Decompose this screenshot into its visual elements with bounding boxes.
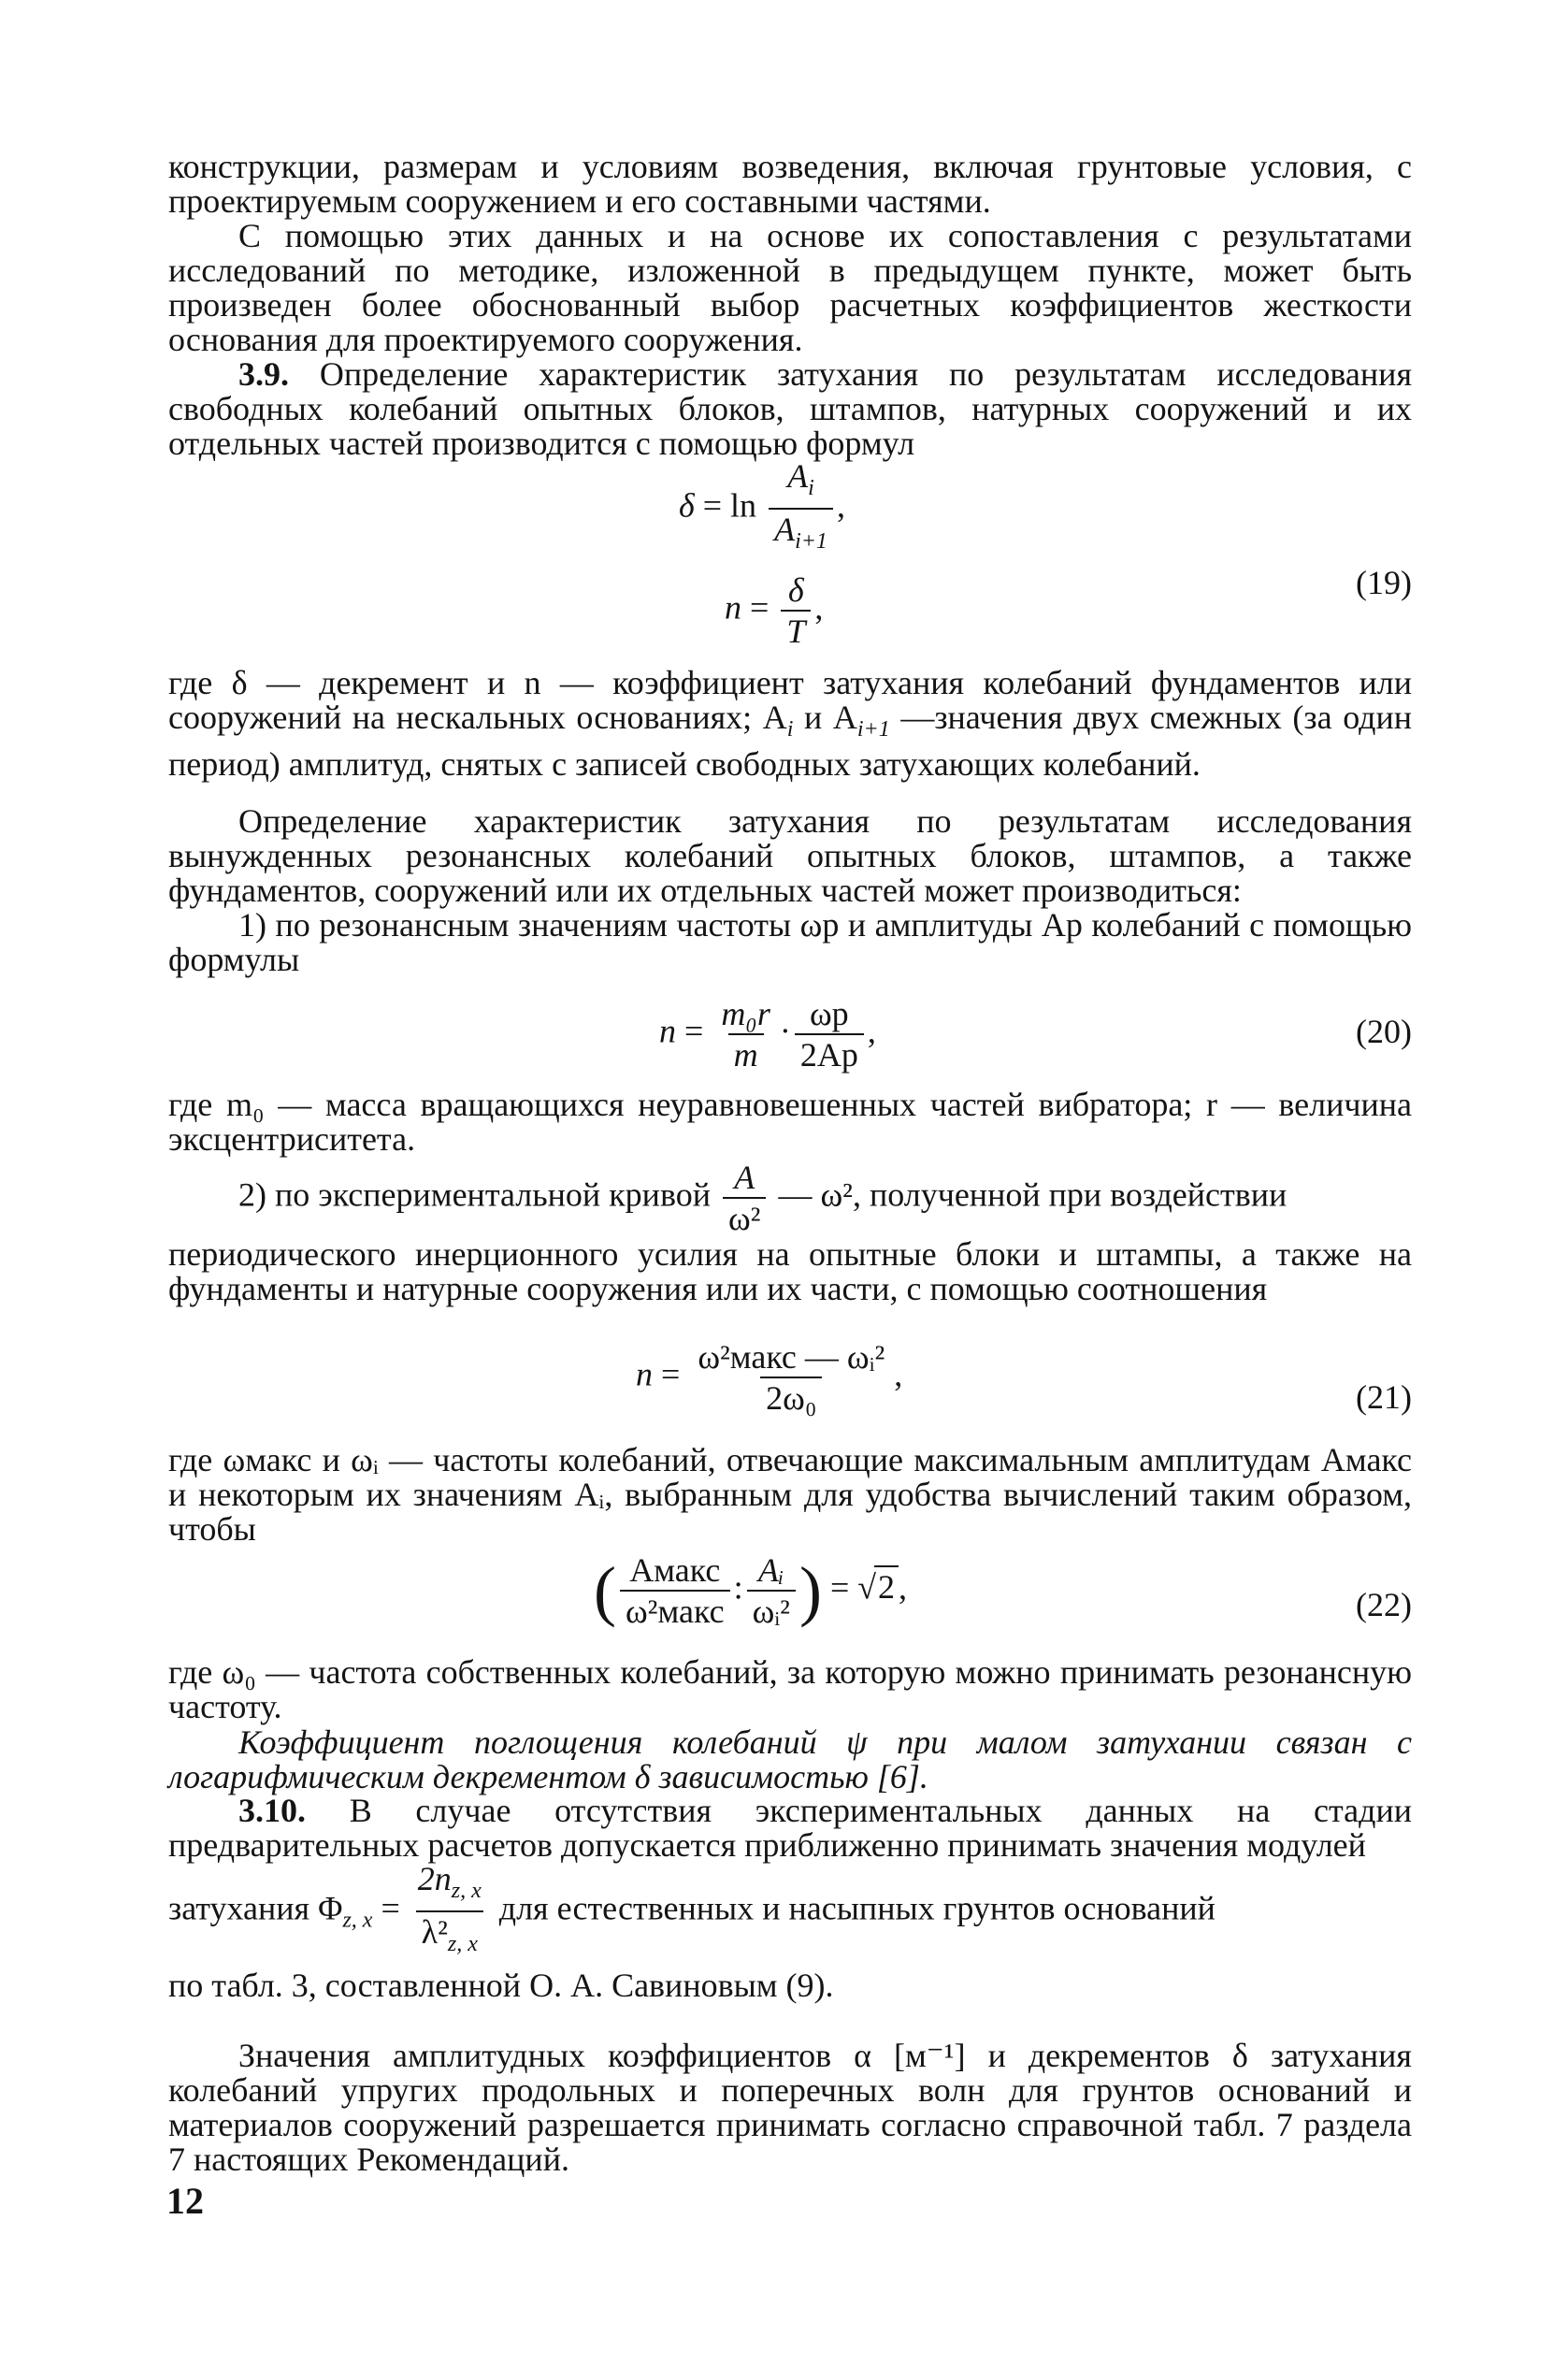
paragraph-where-19: где δ — декремент и n — коэффициент затухания колебаний фундаментов или сооружений на нескальных основаниях; $A_i$ и $A_{i+1}$ —значения двух смежных (за один период) амплитуд, снятых с записей свободных затухающих колебаний. xyxy=(168,664,1413,783)
fraction: $\frac{\text{Aᵢ}}{\text{ωᵢ²}}$ xyxy=(747,1552,796,1629)
section-text: В случае отсутствия экспериментальных данных на стадии предварительных расчетов допускается приближенно принимать значения модулей xyxy=(168,1792,1412,1864)
paragraph-absorption-coefficient: Коэффициент поглощения колебаний ψ при малом затухании связан с логарифмическим декрементом δ зависимостью [6]. xyxy=(168,1723,1412,1795)
fraction: $\frac{\omega р}{2Aр}$ xyxy=(795,996,864,1073)
list-item-2: 2) по экспериментальной кривой $\frac{A}{\text{ω²}}$ — ω², полученной при воздействии xyxy=(238,1159,1287,1237)
equation-number-19: (19) xyxy=(1356,564,1412,601)
fraction: $\frac{2n_{z, x}}{\lambda^2_{z, x}}$ xyxy=(412,1861,487,1962)
equation-number-21: (21) xyxy=(1356,1378,1412,1416)
paragraph-forced-oscillations: Определение характеристик затухания по результатам исследования вынужденных резонансных колебаний опытных блоков, штампов, а также фундаментов, сооружений или их отдельных частей может производиться: xyxy=(168,802,1412,909)
formula-19-n: n = $\frac{\delta}{T}$ , xyxy=(725,571,824,650)
section-3-10 xyxy=(168,1794,1412,1863)
formula-20: n = $\frac{\text{m₀r}}{m}$ · $\frac{\omega р}{2Aр}$ , xyxy=(659,995,876,1074)
fraction: $\frac{\text{Aмакс}}{\text{ω²макс}}$ xyxy=(620,1552,730,1629)
fraction: $\frac{A_i}{A_{i+1}}$ xyxy=(769,458,833,559)
formula-21: n = $\frac{\text{ω²макс — ωᵢ²}}{\text{2ω₀}}$ , xyxy=(636,1338,903,1417)
paragraph-where-22: где ω₀ — частота собственных колебаний, за которую можно принимать резонансную частоту. xyxy=(168,1653,1412,1725)
section-number: 3.10. xyxy=(238,1792,306,1829)
paragraph-data-comparison: С помощью этих данных и на основе их сопоставления с результатами исследований по методике, изложенной в предыдущем пункте, может быть произведен более обоснованный выбор расчетных коэффициентов жесткости основания для проектируемого сооружения. xyxy=(168,217,1412,358)
equation-number-20: (20) xyxy=(1356,1013,1412,1050)
fraction: $\frac{\text{m₀r}}{m}$ xyxy=(721,995,770,1074)
paragraph-continuation: конструкции, размерам и условиям возведения, включая грунтовые условия, с проектируемым сооружением и его составными частями. xyxy=(168,148,1412,220)
page-number: 12 xyxy=(166,2180,204,2222)
list-item-1: 1) по резонансным значениям частоты ωр и амплитуды Aр колебаний с помощью формулы xyxy=(168,906,1412,978)
modul-formula-line: затухания $\Phi_{z, x}$ = $\frac{2n_{z, x}}{\lambda^2_{z, x}}$ для естественных и насыпных грунтов оснований xyxy=(168,1861,1412,1962)
fraction: $\frac{\delta}{T}$ xyxy=(781,572,811,649)
formula-19-delta: δ = ln $\frac{A_i}{A_{i+1}}$ , xyxy=(679,458,845,559)
fraction: $\frac{A}{\text{ω²}}$ xyxy=(723,1160,767,1236)
formula-22: ( $\frac{\text{Aмакс}}{\text{ω²макс}}$ : $\frac{\text{Aᵢ}}{\text{ωᵢ²}}$ ) = √2 , xyxy=(594,1551,908,1630)
paragraph-where-20: где m₀ — масса вращающихся неуравновешенных частей вибратора; r — величина эксцентриситета. xyxy=(168,1086,1412,1158)
paragraph-table-reference: по табл. 3, составленной О. А. Савиновым (9). xyxy=(168,1967,834,2004)
paragraph-amplitude-coefficients: Значения амплитудных коэффициентов α [м⁻¹] и декрементов δ затухания колебаний упругих продольных и поперечных волн для грунтов оснований и материалов сооружений разрешается принимать согласно справочной табл. 7 раздела 7 настоящих Рекомендаций. xyxy=(168,2037,1412,2178)
section-text: Определение характеристик затухания по результатам исследования свободных колебаний опытных блоков, штампов, натурных сооружений и их отдельных частей производится с помощью формул xyxy=(168,355,1412,462)
paragraph-where-21: где ωмакс и ωᵢ — частоты колебаний, отвечающие максимальным амплитудам Aмакс и некоторым их значениям Aᵢ, выбранным для удобства вычислений таким образом, чтобы xyxy=(168,1441,1412,1548)
section-3-9 xyxy=(168,357,1412,461)
section-number: 3.9. xyxy=(238,355,289,393)
paragraph-item-2-continuation: периодического инерционного усилия на опытные блоки и штампы, а также на фундаменты и натурные сооружения или их части, с помощью соотношения xyxy=(168,1235,1412,1307)
equation-number-22: (22) xyxy=(1356,1586,1412,1623)
fraction: $\frac{\text{ω²макс — ωᵢ²}}{\text{2ω₀}}$ xyxy=(698,1338,885,1417)
